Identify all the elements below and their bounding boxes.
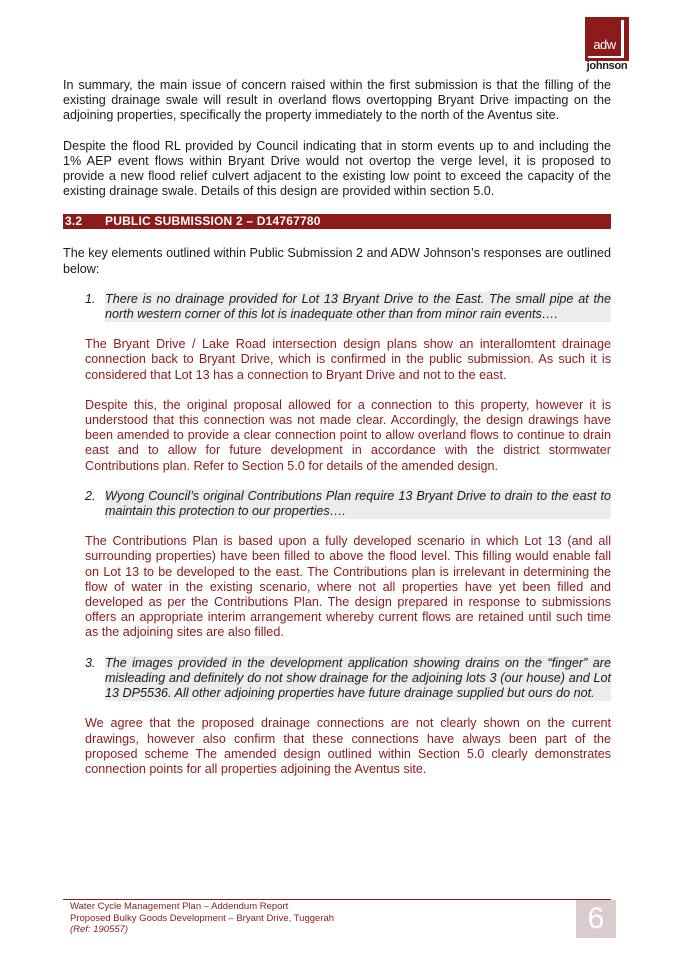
page-number: 6	[587, 902, 605, 935]
footer-reference: (Ref: 190557)	[70, 924, 129, 935]
item-number: 1.	[85, 291, 96, 306]
page-number-box	[576, 900, 616, 938]
footer-project: Proposed Bulky Goods Development – Bryant Drive, Tuggerah	[70, 912, 335, 924]
submission-question: Wyong Council’s original Contributions Plan require 13 Bryant Drive to drain to the east to maintain this protection to our properties….	[105, 488, 611, 519]
logo-mark: adw	[593, 37, 616, 52]
response-paragraph: We agree that the proposed drainage connections are not clearly shown on the current drawings, however also confirm that these connections have always been part of the proposed scheme The amended design outlined within Section 5.0 clearly demonstrates connection points for all properties adjoining the Aventus site.	[85, 716, 611, 776]
response-paragraph: Despite this, the original proposal allowed for a connection to this property, however it is understood that this connection was not made clear. Accordingly, the design drawings have been amended to provide a clear connection point to allow overland flows to continue to drain east and to allow for future development in accordance with the district stormwater Contributions plan. Refer to Section 5.0 for details of the amended design.	[85, 397, 611, 473]
logo-underline	[588, 56, 624, 58]
footer-divider	[63, 899, 611, 900]
submission-item	[85, 489, 611, 519]
logo-bar	[621, 20, 624, 56]
section-title: PUBLIC SUBMISSION 2 – D14767780	[105, 214, 321, 229]
company-logo	[585, 17, 629, 61]
submission-question: The images provided in the development application showing drains on the “finger” are misleading and definitely do not show drainage for the adjoining lots 3 (our house) and Lot 13 DP5536. All other adjoining properties have future drainage supplied but ours do not.	[105, 655, 611, 701]
response-paragraph: The Bryant Drive / Lake Road intersection design plans show an interallomtent drainage connection back to Bryant Drive, which is confirmed in the public submission. As such it is considered that Lot 13 has a connection to Bryant Drive and not to the east.	[85, 337, 611, 382]
intro-paragraph: In summary, the main issue of concern raised within the first submission is that the filling of the existing drainage swale will result in overland flows overtopping Bryant Drive impacting on the adjoining properties, specifically the property immediately to the north of the Aventus site.	[63, 78, 611, 123]
lead-paragraph: The key elements outlined within Public Submission 2 and ADW Johnson’s responses are outlined below:	[63, 246, 611, 276]
section-heading	[63, 214, 611, 229]
submission-item	[85, 656, 611, 702]
logo-name: johnson	[586, 60, 628, 72]
submission-question: There is no drainage provided for Lot 13 Bryant Drive to the East. The small pipe at the north western corner of this lot is inadequate other than from minor rain events….	[105, 291, 611, 322]
section-number: 3.2	[65, 214, 83, 229]
footer-report-title: Water Cycle Management Plan – Addendum Report	[70, 901, 289, 912]
intro-paragraph: Despite the flood RL provided by Council indicating that in storm events up to and including the 1% AEP event flows within Bryant Drive would not overtop the verge level, it is proposed to provide a new flood relief culvert adjacent to the existing low point to exceed the capacity of the existing drainage swale. Details of this design are provided within section 5.0.	[63, 138, 611, 199]
submission-item	[85, 292, 611, 322]
item-number: 2.	[85, 488, 96, 503]
response-paragraph: The Contributions Plan is based upon a fully developed scenario in which Lot 13 (and all surrounding properties) have been filled to above the flood level. This filling would enable fall on Lot 13 to be developed to the east. The Contributions plan is irrelevant in determining the flow of water in the existing scenario, where not all properties have yet been filled and developed as per the Contributions Plan. The design prepared in response to submissions offers an appropriate interim arrangement whereby current flows are retained until such time as the adjoining sites are also filled.	[85, 534, 611, 640]
document-body	[63, 78, 611, 792]
item-number: 3.	[85, 655, 96, 670]
footer	[70, 901, 334, 936]
